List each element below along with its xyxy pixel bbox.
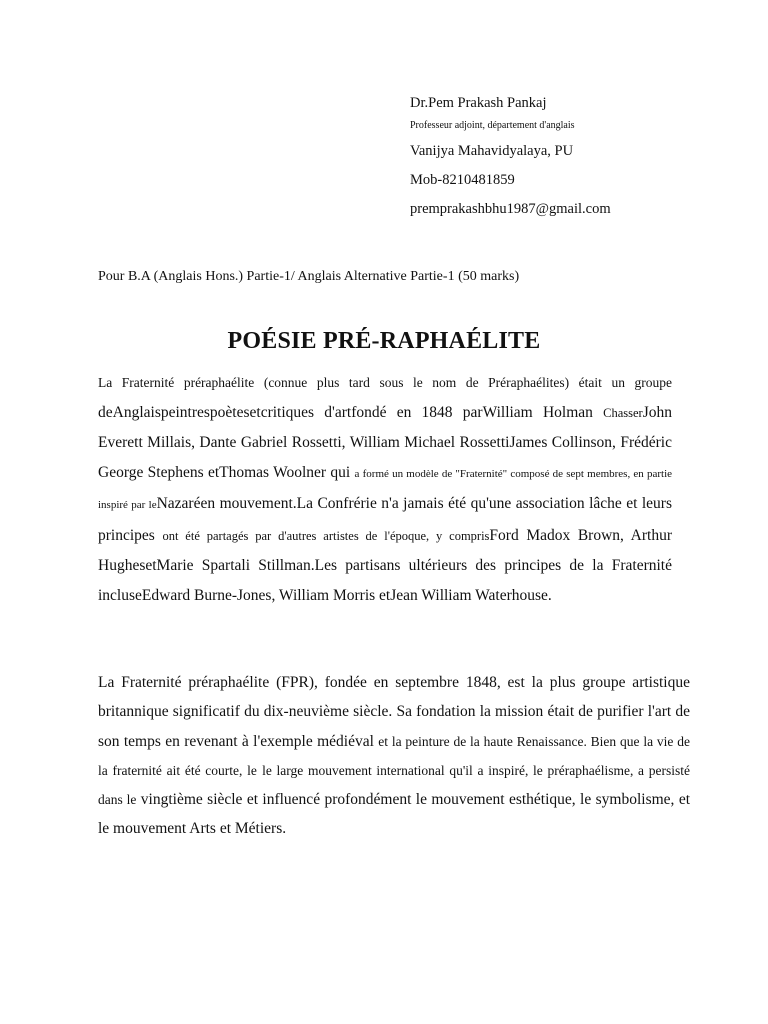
p1-line-3b: John Everett Millais, Dante Gabriel Rossetti, William Michael <box>98 403 673 451</box>
p1-line-5b: Nazaréen <box>156 495 216 512</box>
p1-line-7a: ont été partagés par d'autres artistes de l'époque, y compris <box>162 528 490 543</box>
author-block <box>410 94 750 218</box>
author-role: Professeur adjoint, département d'anglais <box>410 120 575 131</box>
p2-line-2: groupe artistique britannique significatif du dix-neuvième siècle. Sa fondation <box>98 674 690 721</box>
p1-line-1: La Fraternité préraphaélite (connue plus tard sous le nom de Préraphaélites) était un groupe <box>98 375 672 390</box>
page-title: POÉSIE PRÉ-RAPHAÉLITE <box>227 328 541 354</box>
p1-line-2b: d'artfondé en 1848 parWilliam Holman <box>314 403 593 421</box>
p1-line-4: RossettiJames Collinson, Frédéric George Stephens etThomas Woolner qui <box>98 434 672 481</box>
p1-line-3a: Chasser <box>603 405 643 420</box>
paragraph-2 <box>98 668 690 844</box>
p2-line-7: et le mouvement Arts et Métiers. <box>98 791 690 838</box>
p2-line-5: le large mouvement international qu'il a inspiré, le préraphaélisme, a persisté dans le <box>98 762 690 808</box>
p1-line-7b: Ford Madox Brown, Arthur <box>489 526 673 544</box>
p2-line-3: la mission était de purifier l'art de son temps en revenant à l'exemple médiéval <box>98 703 690 750</box>
author-college: Vanijya Mahavidyalaya, PU <box>410 143 574 159</box>
author-email: premprakashbhu1987@gmail.com <box>410 201 611 217</box>
course-line: Pour B.A (Anglais Hons.) Partie-1/ Anglais Alternative Partie-1 (50 marks) <box>98 269 520 284</box>
p1-line-10: Waterhouse. <box>475 586 552 604</box>
p2-line-4: et la peinture de la haute Renaissance. Bien que la vie de la fraternité ait été courte, le <box>98 733 690 778</box>
p1-line-5a: a formé un modèle de "Fraternité" composé de sept membres, en partie inspiré par le <box>98 467 673 511</box>
p2-line-1: La Fraternité préraphaélite (FPR), fondée en septembre 1848, est la plus <box>98 674 576 691</box>
author-mobile: Mob-8210481859 <box>410 172 515 188</box>
p1-line-6: mouvement.La Confrérie n'a jamais été qu'une association lâche et leurs principes <box>98 495 672 544</box>
p1-line-8: HughesetMarie Spartali Stillman.Les partisans ultérieurs des principes de la <box>98 557 604 574</box>
p2-line-6: vingtième siècle et influencé profondément le mouvement esthétique, le symbolisme, <box>140 791 675 809</box>
p1-line-9: Fraternité incluseEdward Burne-Jones, William Morris etJean William <box>98 557 672 604</box>
paragraph-1 <box>98 368 672 610</box>
author-name: Dr.Pem Prakash Pankaj <box>410 95 547 111</box>
p1-line-2a: deAnglaispeintrespoètesetcritiques <box>98 403 315 421</box>
